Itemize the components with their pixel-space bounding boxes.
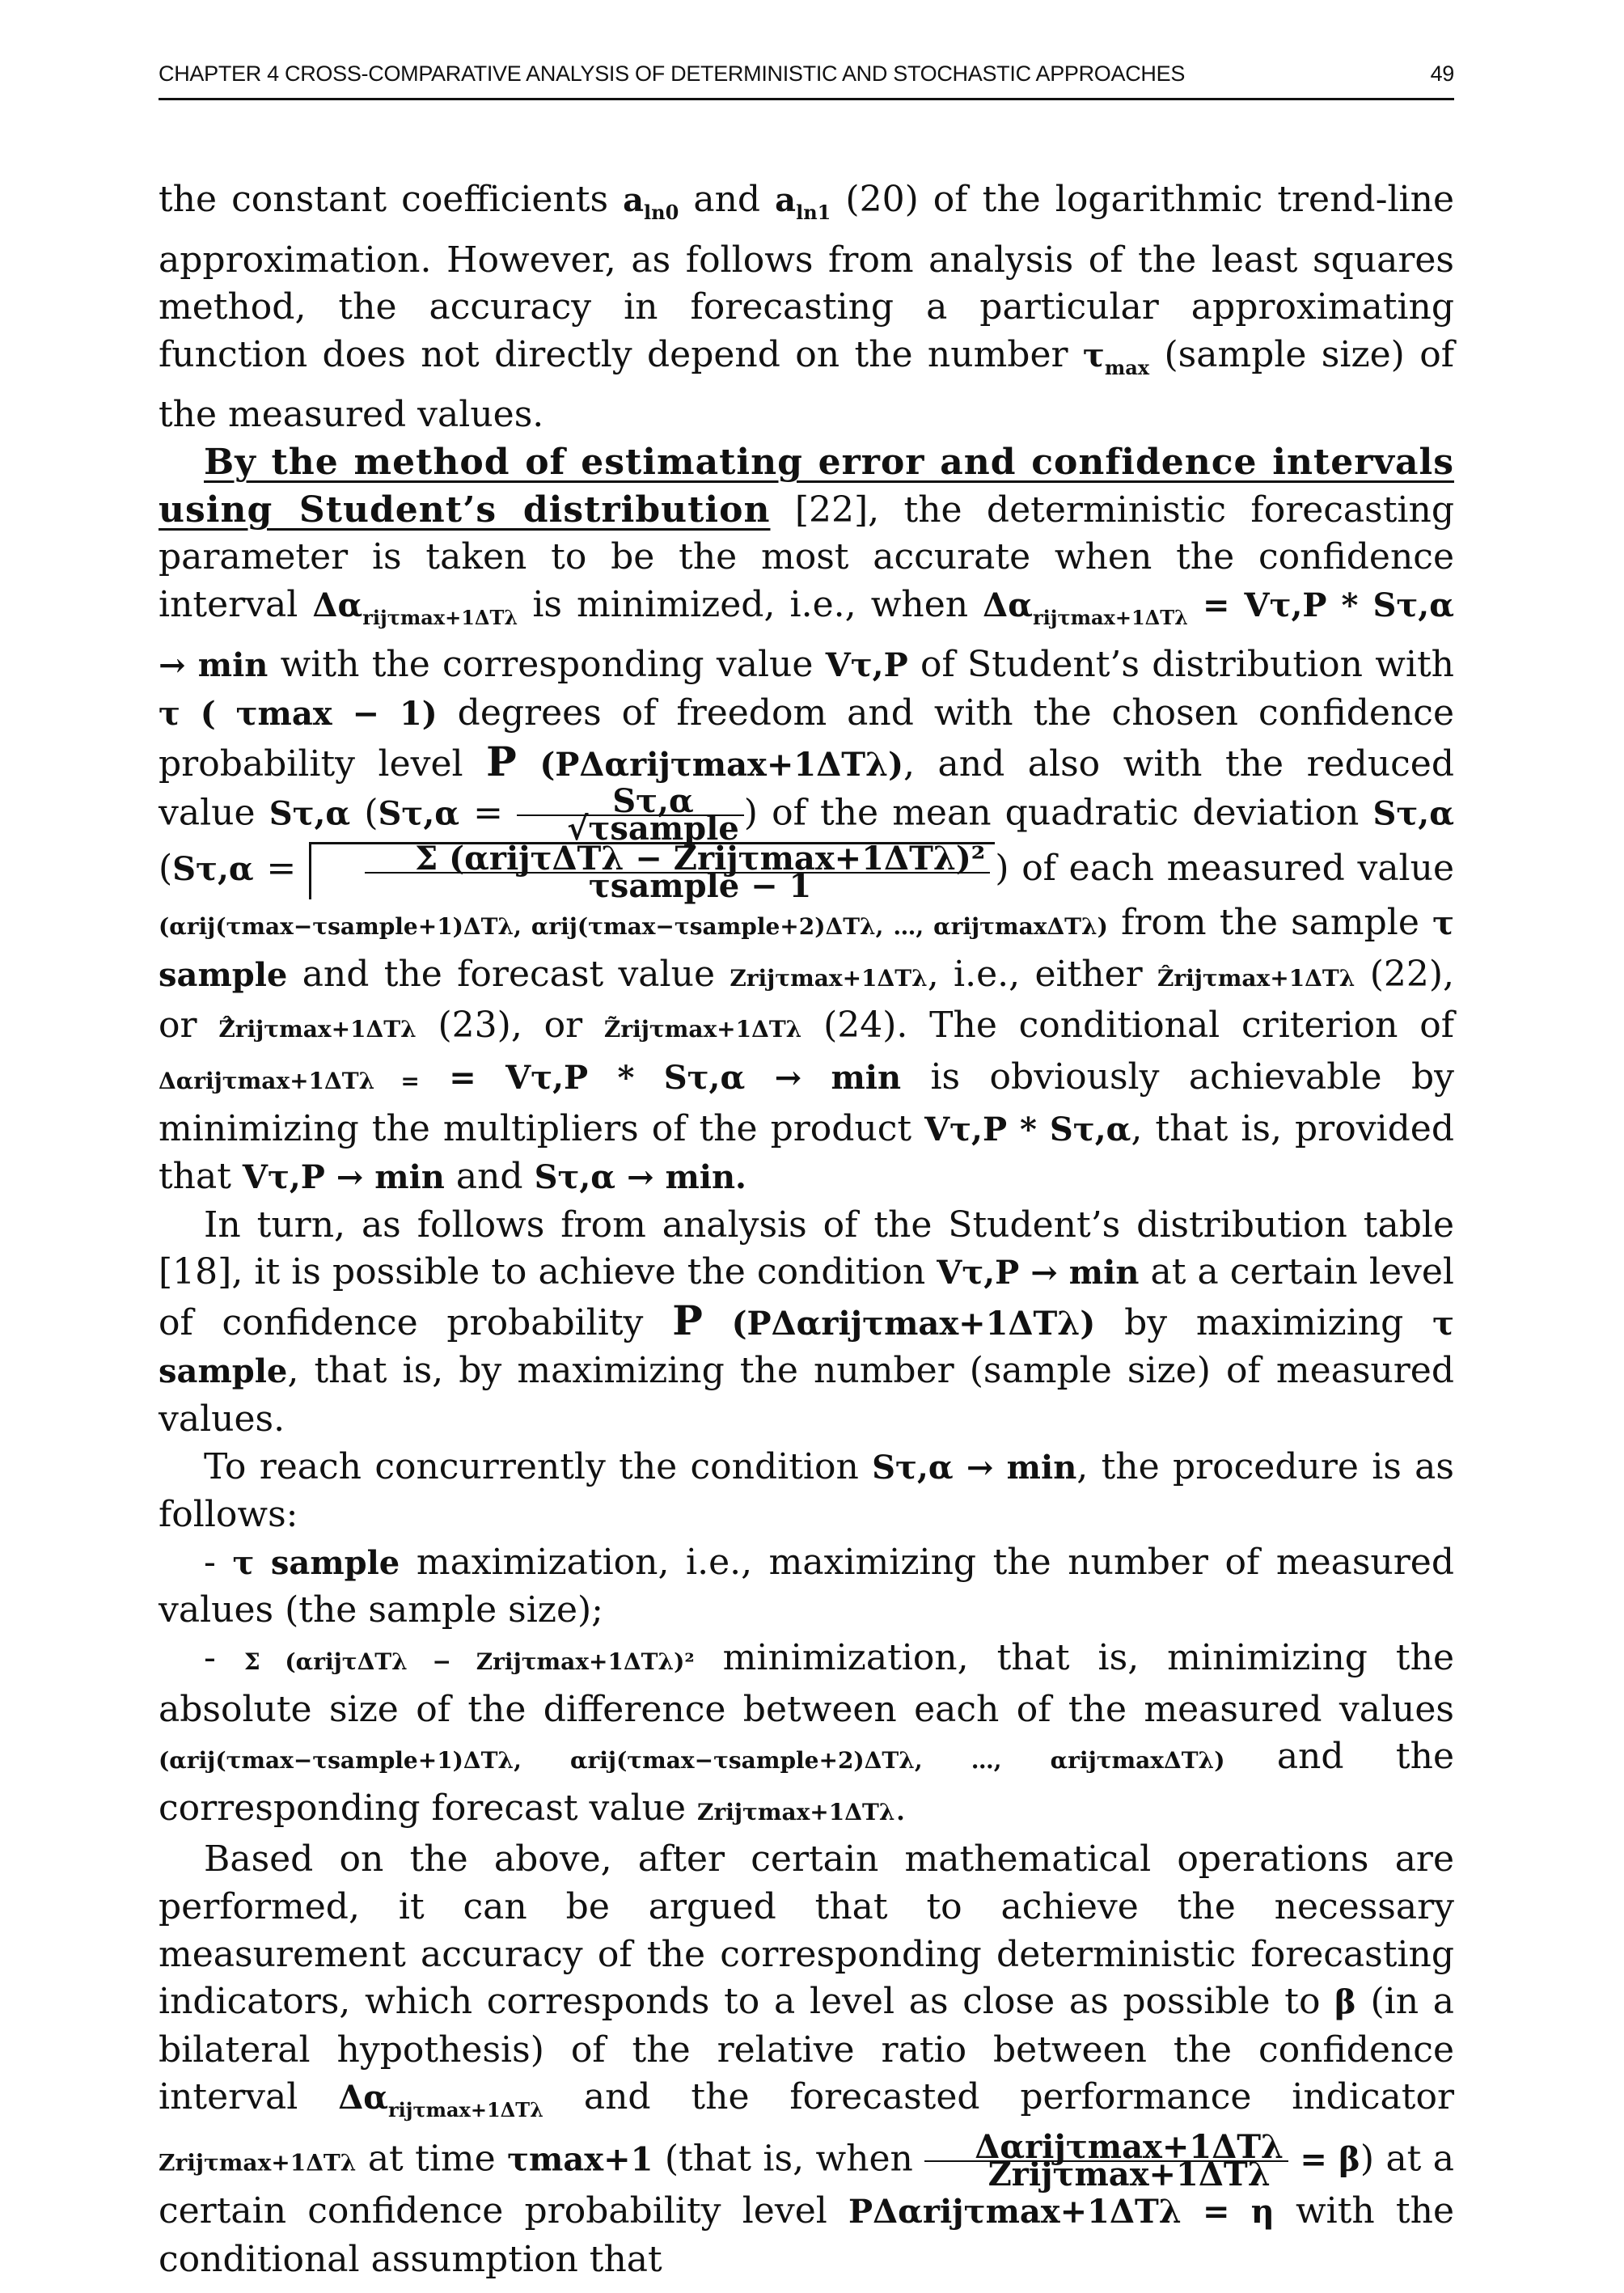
math-z-tilde: Z̃rijτmax+1ΔTλ [603,1016,802,1043]
math-v-min: Vτ,P → min [242,1158,445,1197]
math-delta-alpha-cond: Δαrijτmax+1ΔTλ = [159,1067,420,1094]
text: In turn, as follows from analysis of the Student’s distribution table [18], it is possible to achieve the condition [159,1204,1454,1293]
math-tau-sample-2: τ sample [159,1304,1454,1391]
text: [22], the deterministic forecasting parameter is taken to be the most accurate when the confidence interval [159,489,1454,625]
math-product: Vτ,P * Sτ,α [924,1110,1131,1149]
text: and [679,179,776,220]
math-tau-sample: τ sample [159,904,1454,994]
text: the constant coefficients [159,179,624,220]
math-s-ta-2: Sτ,α [378,794,460,833]
text: To reach concurrently the condition [204,1445,873,1487]
math-delta-alpha-3: $\Delta\alpha_{rij\tau max+1\Delta T\lambda}$ [338,2079,543,2122]
text: (in a bilateral hypothesis) of the relative ratio between the confidence interval [159,1981,1454,2118]
paragraph-5 [159,1836,1454,2283]
text: from the sample [1107,902,1433,944]
text: at time [356,2138,508,2180]
math-P: P [486,737,517,785]
math-delta-alpha: $\Delta\alpha_{rij\tau max+1\Delta T\lambda}$ [312,586,518,629]
bullet-item-1 [159,1539,1454,1635]
section-heading: By the method of estimating error and confidence intervals using Student’s distribution [159,441,1454,531]
math-S-ta: Sτ,α [1372,794,1454,833]
text: is obviously achievable by minimizing the multipliers of the product [159,1056,1454,1149]
math-s-min: Sτ,α → min. [534,1158,746,1197]
text: is minimized, i.e., when [518,583,983,625]
text: (that is, when [653,2138,925,2180]
text: , that is, provided that [159,1107,1454,1198]
text: (23), or [416,1005,604,1047]
text: Based on the above, after certain mathematical operations are performed, it can be argued that to achieve the necessary measurement accuracy of the corresponding deterministic forecasting indicators, which corresponds to a level as close as possible to [159,1838,1454,2023]
math-dof: τ ( τmax − 1) [159,694,438,733]
text: , the procedure is as follows: [159,1445,1454,1536]
text: and the forecasted performance indicator [543,2076,1454,2118]
text: with the conditional assumption that [159,2189,1454,2280]
math-s-min-2: Sτ,α → min [872,1448,1077,1487]
page-body [159,176,1454,2283]
bullet-marker: - [204,1541,233,1583]
paragraph-3 [159,1202,1454,1444]
math-v-min-2: Vτ,P → min [937,1254,1140,1292]
text: of the mean quadratic deviation [757,792,1373,834]
text: and [444,1156,535,1198]
math-sum-expression: Σ (αrijτΔTλ − Zrijτmax+1ΔTλ)² [243,1648,695,1676]
math-v-tp: Vτ,P [825,646,908,685]
math-measured-values-2: (αrij(τmax−τsample+1)ΔTλ, αrij(τmax−τsample+2)ΔTλ, …, αrijτmaxΔTλ) [159,1747,1225,1775]
math-z-hat: Ẑrijτmax+1ΔTλ [1157,964,1355,992]
math-tau-sample-3: τ sample [232,1543,400,1582]
page-number: 49 [1430,61,1454,86]
paragraph-1 [159,176,1454,439]
text: and the forecast value [287,953,730,995]
math-P-paren-2: (PΔαrijτmax+1ΔTλ) [731,1304,1096,1343]
text: minimization, that is, minimizing the absolute size of the difference between each of the measured values [159,1637,1454,1730]
text: of each measured value [1009,848,1454,890]
math-z-forecast-3: Zrijτmax+1ΔTλ [159,2149,357,2177]
math-z-forecast-2: Zrijτmax+1ΔTλ [697,1798,895,1826]
text: maximization, i.e., maximizing the number of measured values (the sample size); [159,1541,1455,1631]
math-tau-max1: τmax+1 [507,2140,653,2179]
paragraph-2: By the method of estimating error and confidence intervals using Student’s distribution [22], the deterministic forecasting parameter is taken to be the most accurate when the confidence interval $\Delta\alpha_{rij\tau max+1\Delta T\lambda}$ is minimized, i.e., when $\Delta\alpha_{rij\tau max+1\Delta T\lambda} = V\tau,P * S\tau,\alpha \to \min$ with the corresponding value Vτ,P of Student’s distribution with τ ( τmax − 1) degrees of freedom and with the chosen confidence probability level P (PΔαrijτmax+1ΔTλ), and also with the reduced value Sτ,α (Sτ,α = $\frac{S\tau,\alpha}{\text{√τsample}}$ ) of the mean quadratic deviation Sτ,α (Sτ,α = $\frac{\text{Σ (αrijτΔTλ − Zrijτmax+1ΔTλ)²}}{\text{τsample − 1}}$ ) of each measured value (αrij(τmax−τsample+1)ΔTλ, αrij(τmax−τsample+2)ΔTλ, …, αrijτmaxΔTλ) from the sample τ sample and the forecast value Zrijτmax+1ΔTλ, i.e., either Ẑrijτmax+1ΔTλ (22), or Ẑ̂rijτmax+1ΔTλ (23), or Z̃rijτmax+1ΔTλ (24). The conditional criterion of Δαrijτmax+1ΔTλ = = Vτ,P * Sτ,α → min is obviously achievable by minimizing the multipliers of the product Vτ,P * Sτ,α, that is, provided that Vτ,P → min and Sτ,α → min. [159,441,1455,1198]
text: of Student’s distribution with [907,644,1455,686]
text: degrees of freedom and with the chosen confidence probability level [159,692,1454,785]
math-a-ln0: $a_{ln0}$ [623,181,679,224]
bullet-item-2: - Σ (αrijτΔTλ − Zrijτmax+1ΔTλ)² minimization, that is, minimizing the absolute size of the difference between each of the measured values (αrij(τmax−τsample+1)ΔTλ, αrij(τmax−τsample+2)ΔTλ, …, αrijτmaxΔTλ) and the corresponding forecast value Zrijτmax+1ΔTλ. [159,1637,1454,1829]
math-delta-alpha-2: $\Delta\alpha_{rij\tau max+1\Delta T\lambda}$ [983,586,1188,629]
paragraph-4 [159,1444,1454,1539]
math-P-paren: (PΔαrijτmax+1ΔTλ) [539,745,903,784]
text: , and also with the reduced value [159,742,1454,834]
running-title: CHAPTER 4 CROSS-COMPARATIVE ANALYSIS OF DETERMINISTIC AND STOCHASTIC APPROACHES [159,61,1186,86]
math-z-dbl-hat: Ẑ̂rijτmax+1ΔTλ [218,1016,417,1043]
math-measured-values: (αrij(τmax−τsample+1)ΔTλ, αrij(τmax−τsample+2)ΔTλ, …, αrijτmaxΔTλ) [159,913,1108,941]
text: (sample size) of the measured values. [159,333,1454,436]
text: and the corresponding forecast value [159,1736,1454,1829]
sqrt-expression: $\frac{\text{Σ (αrijτΔTλ − Zrijτmax+1ΔTλ)²}}{\text{τsample − 1}}$ [309,842,995,899]
math-beta: β [1334,1983,1356,2022]
math-tau-max: $\tau_{max}$ [1082,336,1150,379]
math-P-eta: PΔαrijτmax+1ΔTλ = η [848,2192,1275,2231]
text: (20) of the logarithmic trend-line approximation. However, as follows from analysis of the least squares method, the accuracy in forecasting a particular approximating function does not directly depend on the number [159,179,1454,375]
math-z-forecast: Zrijτmax+1ΔTλ [730,964,928,992]
text: , that is, by maximizing the number (sample size) of measured values. [159,1350,1454,1441]
running-header [159,61,1454,100]
math-criterion-cont: = Vτ,P * Sτ,α → min [449,1058,902,1097]
fraction-reduced-value: $\frac{S\tau,\alpha}{\text{√τsample}}$ [517,789,744,842]
math-a-ln1: $a_{ln1}$ [775,181,831,224]
bullet-marker: - [204,1637,244,1679]
text: (22), or [159,953,1455,1047]
text: (24). The conditional criterion of [801,1005,1454,1047]
text: ) at a certain confidence probability level [159,2138,1455,2232]
math-S-ta-2: Sτ,α [172,850,254,889]
text: with the corresponding value [268,644,826,686]
math-s-ta: Sτ,α [269,794,351,833]
text: by maximizing [1095,1301,1433,1343]
math-criterion: = Vτ,P * Sτ,α → min [159,586,1454,685]
text: at a certain level of confidence probability [159,1251,1455,1343]
text: , i.e., either [927,953,1157,995]
math-P-2: P [672,1296,703,1344]
fraction-ratio: $\frac{\text{Δαrijτmax+1ΔTλ}}{\text{Zrijτmax+1ΔTλ}}$ [924,2134,1288,2188]
math-ratio-rhs: = β [1288,2140,1360,2179]
